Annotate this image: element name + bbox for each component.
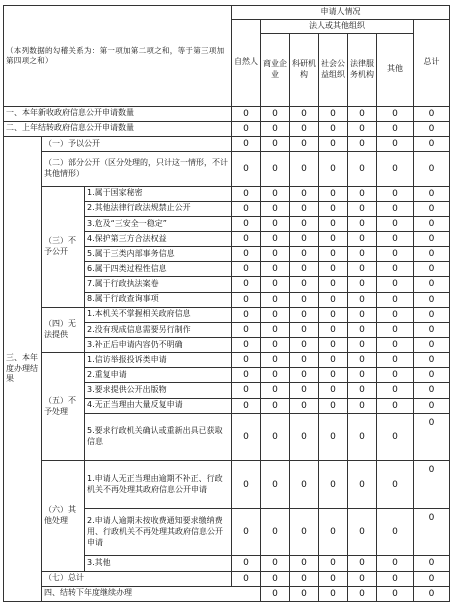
- value-cell: 0: [290, 338, 319, 353]
- value-cell: 0: [414, 121, 450, 136]
- row-label: 2.其他法律行政法规禁止公开: [85, 201, 232, 216]
- value-cell: 0: [290, 292, 319, 307]
- value-cell: 0: [290, 307, 319, 322]
- value-cell: 0: [348, 186, 377, 201]
- value-cell: 0: [414, 556, 450, 571]
- value-cell: 0: [319, 398, 348, 413]
- social-welfare-header: 社会公益组织: [319, 34, 348, 106]
- value-cell: 0: [377, 201, 414, 216]
- value-cell: 0: [232, 136, 261, 151]
- value-cell: 0: [232, 368, 261, 383]
- value-cell: 0: [414, 232, 450, 247]
- value-cell: 0: [348, 586, 377, 601]
- value-cell: 0: [232, 232, 261, 247]
- value-cell: 0: [261, 586, 290, 601]
- value-cell: 0: [290, 277, 319, 292]
- value-cell: 0: [290, 121, 319, 136]
- value-cell: 0: [348, 413, 377, 461]
- group-label: （六）其他处理: [42, 461, 85, 571]
- value-cell: 0: [377, 106, 414, 121]
- row-label: （二）部分公开（区分处理的，只计这一情形，不计其他情形）: [42, 151, 232, 186]
- value-cell: 0: [414, 322, 450, 337]
- value-cell: 0: [290, 262, 319, 277]
- row-label: 5.属于三类内部事务信息: [85, 247, 232, 262]
- value-cell: 0: [348, 383, 377, 398]
- row-label: 1.信访举报投诉类申请: [85, 353, 232, 368]
- value-cell: 0: [290, 586, 319, 601]
- value-cell: 0: [232, 106, 261, 121]
- value-cell: 0: [261, 151, 290, 186]
- value-cell: 0: [348, 106, 377, 121]
- value-cell: 0: [414, 136, 450, 151]
- value-cell: 0: [232, 571, 261, 586]
- value-cell: 0: [261, 322, 290, 337]
- value-cell: 0: [290, 508, 319, 556]
- value-cell: 0: [319, 201, 348, 216]
- value-cell: 0: [290, 232, 319, 247]
- group-label: （五）不予处理: [42, 353, 85, 461]
- value-cell: 0: [348, 136, 377, 151]
- legal-service-header: 法律服务机构: [348, 34, 377, 106]
- value-cell: 0: [261, 262, 290, 277]
- value-cell: 0: [348, 508, 377, 556]
- value-cell: 0: [290, 368, 319, 383]
- value-cell: 0: [348, 121, 377, 136]
- row-label: （七）总计: [42, 571, 232, 586]
- value-cell: 0: [348, 571, 377, 586]
- value-cell: 0: [261, 277, 290, 292]
- row-label: 3.危及“三安全一稳定”: [85, 216, 232, 231]
- value-cell: 0: [261, 292, 290, 307]
- other-header: 其他: [377, 34, 414, 106]
- value-cell: 0: [261, 413, 290, 461]
- row-label: 2.没有现成信息需要另行制作: [85, 322, 232, 337]
- row-label: 3.其他: [85, 556, 232, 571]
- value-cell: 0: [261, 121, 290, 136]
- row-label: 1.本机关不掌握相关政府信息: [85, 307, 232, 322]
- value-cell: 0: [290, 461, 319, 509]
- value-cell: 0: [414, 586, 450, 601]
- value-cell: 0: [319, 292, 348, 307]
- value-cell: 0: [377, 216, 414, 231]
- value-cell: 0: [319, 106, 348, 121]
- value-cell: 0: [348, 277, 377, 292]
- value-cell: 0: [414, 151, 450, 186]
- value-cell: 0: [414, 307, 450, 322]
- value-cell: 0: [261, 106, 290, 121]
- value-cell: 0: [232, 216, 261, 231]
- row-label: （一）予以公开: [42, 136, 232, 151]
- value-cell: 0: [232, 277, 261, 292]
- value-cell: 0: [261, 461, 290, 509]
- row-label: 二、上年结转政府信息公开申请数量: [4, 121, 232, 136]
- value-cell: 0: [261, 368, 290, 383]
- value-cell: 0: [414, 216, 450, 231]
- value-cell: 0: [377, 508, 414, 556]
- value-cell: 0: [377, 556, 414, 571]
- value-cell: 0: [377, 413, 414, 461]
- value-cell: 0: [261, 136, 290, 151]
- value-cell: 0: [261, 232, 290, 247]
- value-cell: 0: [348, 262, 377, 277]
- value-cell: 0: [348, 151, 377, 186]
- value-cell: 0: [319, 508, 348, 556]
- value-cell: 0: [319, 413, 348, 461]
- value-cell: 0: [414, 262, 450, 277]
- value-cell: 0: [377, 136, 414, 151]
- value-cell: 0: [377, 232, 414, 247]
- value-cell: 0: [348, 247, 377, 262]
- value-cell: 0: [261, 201, 290, 216]
- row-label: 2.重复申请: [85, 368, 232, 383]
- row-label: 4.无正当理由大量反复申请: [85, 398, 232, 413]
- value-cell: 0: [348, 216, 377, 231]
- value-cell: 0: [319, 262, 348, 277]
- value-cell: 0: [261, 398, 290, 413]
- header-note: （本列数据的勾稽关系为：第一项加第二项之和，等于第三项加第四项之和）: [4, 6, 232, 107]
- row-label: 1.属于国家秘密: [85, 186, 232, 201]
- value-cell: 0: [348, 338, 377, 353]
- value-cell: 0: [232, 383, 261, 398]
- value-cell: 0: [232, 322, 261, 337]
- value-cell: 0: [290, 136, 319, 151]
- value-cell: 0: [261, 508, 290, 556]
- value-cell: 0: [290, 247, 319, 262]
- value-cell: 0: [377, 247, 414, 262]
- value-cell: 0: [232, 292, 261, 307]
- value-cell: 0: [377, 353, 414, 368]
- value-cell: 0: [319, 232, 348, 247]
- value-cell: 0: [377, 322, 414, 337]
- value-cell: 0: [290, 216, 319, 231]
- value-cell: 0: [414, 292, 450, 307]
- value-cell: 0: [377, 151, 414, 186]
- value-cell: 0: [348, 353, 377, 368]
- value-cell: 0: [348, 307, 377, 322]
- row-label: 3.要求提供公开出版物: [85, 383, 232, 398]
- value-cell: 0: [414, 571, 450, 586]
- row-label: 2.申请人逾期未按收费通知要求缴纳费用、行政机关不再处理其政府信息公开申请: [85, 508, 232, 556]
- value-cell: 0: [319, 353, 348, 368]
- value-cell: 0: [377, 586, 414, 601]
- value-cell: 0: [319, 277, 348, 292]
- value-cell: 0: [414, 368, 450, 383]
- value-cell: 0: [377, 398, 414, 413]
- value-cell: 0: [232, 262, 261, 277]
- row-label: 一、本年新收政府信息公开申请数量: [4, 106, 232, 121]
- value-cell: 0: [414, 398, 450, 413]
- applicant-situation-header: 申请人情况: [232, 6, 450, 20]
- value-cell: 0: [232, 247, 261, 262]
- value-cell: 0: [261, 383, 290, 398]
- group-label: （四）无法提供: [42, 307, 85, 352]
- value-cell: 0: [414, 413, 450, 461]
- value-cell: 0: [348, 201, 377, 216]
- value-cell: 0: [348, 398, 377, 413]
- value-cell: 0: [290, 322, 319, 337]
- value-cell: 0: [290, 398, 319, 413]
- value-cell: 0: [290, 571, 319, 586]
- value-cell: 0: [377, 262, 414, 277]
- value-cell: 0: [290, 556, 319, 571]
- value-cell: 0: [348, 556, 377, 571]
- value-cell: 0: [319, 186, 348, 201]
- section-3-label: 三、本年度办理结果: [4, 136, 42, 601]
- row-label: 1.申请人无正当理由逾期不补正、行政机关不再处理其政府信息公开申请: [85, 461, 232, 509]
- value-cell: 0: [232, 307, 261, 322]
- value-cell: 0: [261, 338, 290, 353]
- value-cell: 0: [319, 216, 348, 231]
- value-cell: 0: [290, 383, 319, 398]
- value-cell: 0: [377, 338, 414, 353]
- value-cell: 0: [261, 186, 290, 201]
- natural-person-header: 自然人: [232, 20, 261, 107]
- value-cell: 0: [377, 121, 414, 136]
- value-cell: 0: [377, 571, 414, 586]
- row-label: 四、结转下年度继续办理: [42, 586, 261, 601]
- commercial-header: 商业企业: [261, 34, 290, 106]
- value-cell: 0: [232, 461, 261, 509]
- value-cell: 0: [319, 383, 348, 398]
- group-label: （三）不予公开: [42, 186, 85, 307]
- value-cell: 0: [319, 136, 348, 151]
- value-cell: 0: [232, 151, 261, 186]
- value-cell: 0: [348, 292, 377, 307]
- value-cell: 0: [348, 368, 377, 383]
- value-cell: 0: [319, 121, 348, 136]
- value-cell: 0: [414, 201, 450, 216]
- value-cell: 0: [348, 232, 377, 247]
- value-cell: 0: [319, 461, 348, 509]
- value-cell: 0: [319, 151, 348, 186]
- value-cell: 0: [414, 508, 450, 556]
- value-cell: 0: [319, 338, 348, 353]
- value-cell: 0: [377, 307, 414, 322]
- row-label: 7.属于行政执法案卷: [85, 277, 232, 292]
- row-label: 5.要求行政机关确认或重新出具已获取信息: [85, 413, 232, 461]
- legal-org-header: 法人或其他组织: [261, 20, 414, 34]
- row-label: 6.属于四类过程性信息: [85, 262, 232, 277]
- value-cell: 0: [232, 353, 261, 368]
- value-cell: 0: [377, 461, 414, 509]
- total-header: 总计: [414, 20, 450, 107]
- value-cell: 0: [377, 383, 414, 398]
- disclosure-statistics-table: [3, 5, 450, 602]
- value-cell: 0: [414, 383, 450, 398]
- value-cell: 0: [232, 398, 261, 413]
- value-cell: 0: [261, 247, 290, 262]
- row-label: 8.属于行政查询事项: [85, 292, 232, 307]
- value-cell: 0: [348, 322, 377, 337]
- value-cell: 0: [290, 413, 319, 461]
- value-cell: 0: [290, 151, 319, 186]
- value-cell: 0: [414, 186, 450, 201]
- value-cell: 0: [261, 307, 290, 322]
- value-cell: 0: [261, 571, 290, 586]
- row-label: 4.保护第三方合法权益: [85, 232, 232, 247]
- value-cell: 0: [232, 556, 261, 571]
- value-cell: 0: [290, 353, 319, 368]
- value-cell: 0: [377, 277, 414, 292]
- value-cell: 0: [232, 338, 261, 353]
- value-cell: 0: [261, 353, 290, 368]
- value-cell: 0: [319, 571, 348, 586]
- value-cell: 0: [319, 322, 348, 337]
- value-cell: 0: [319, 247, 348, 262]
- value-cell: 0: [261, 216, 290, 231]
- value-cell: 0: [261, 556, 290, 571]
- value-cell: 0: [290, 106, 319, 121]
- value-cell: 0: [348, 461, 377, 509]
- value-cell: 0: [414, 106, 450, 121]
- research-header: 科研机构: [290, 34, 319, 106]
- value-cell: 0: [232, 508, 261, 556]
- value-cell: 0: [319, 307, 348, 322]
- value-cell: 0: [232, 413, 261, 461]
- value-cell: 0: [232, 121, 261, 136]
- value-cell: 0: [414, 353, 450, 368]
- value-cell: 0: [319, 586, 348, 601]
- value-cell: 0: [319, 556, 348, 571]
- value-cell: 0: [290, 201, 319, 216]
- value-cell: 0: [414, 247, 450, 262]
- value-cell: 0: [319, 368, 348, 383]
- value-cell: 0: [377, 368, 414, 383]
- value-cell: 0: [414, 277, 450, 292]
- value-cell: 0: [232, 186, 261, 201]
- value-cell: 0: [290, 186, 319, 201]
- value-cell: 0: [377, 292, 414, 307]
- value-cell: 0: [377, 186, 414, 201]
- row-label: 3.补正后申请内容仍不明确: [85, 338, 232, 353]
- value-cell: 0: [232, 201, 261, 216]
- value-cell: 0: [414, 461, 450, 509]
- value-cell: 0: [414, 338, 450, 353]
